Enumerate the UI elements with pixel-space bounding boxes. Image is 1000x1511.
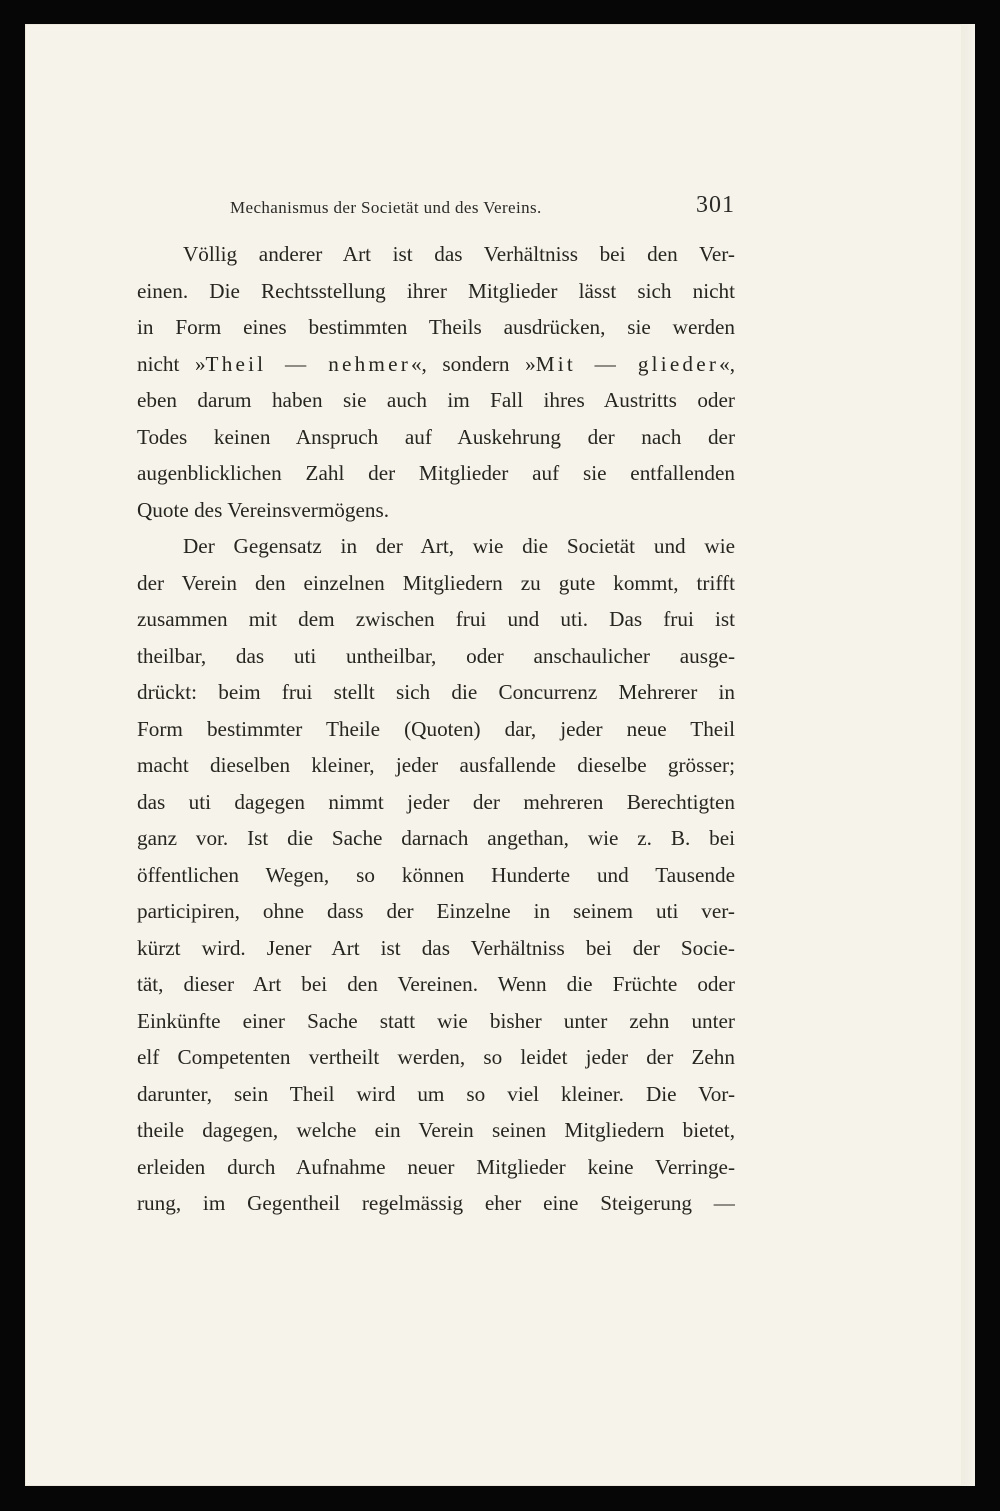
text-line: zusammen mit dem zwischen frui und uti. Das frui ist [137,607,735,631]
text-line [137,346,735,383]
page-edge [961,24,975,1486]
text-line: erleiden durch Aufnahme neuer Mitglieder keine Verringe- [137,1154,735,1179]
text-line: participiren, ohne dass der Einzelne in seinem uti ver- [137,899,735,923]
text-line: Einkünfte einer Sache statt wie bisher unter zehn unter [137,1008,735,1033]
spaced-term: Theil — nehmer [205,351,411,376]
text-fragment: «, sondern » [410,351,536,376]
text-line: Quote des Vereinsvermögens. [137,497,390,522]
text-line: macht dieselben kleiner, jeder ausfallende dieselbe grösser; [137,753,735,777]
text-line: rung, im Gegentheil regelmässig eher eine Steigerung — [137,1191,735,1215]
text-line: Todes keinen Anspruch auf Auskehrung der nach der [137,424,735,449]
text-line: theilbar, das uti untheilbar, oder anschaulicher ausge- [137,643,735,668]
running-head-title: Mechanismus der Societät und des Vereins. [230,198,542,217]
text-fragment: nicht » [137,351,206,376]
spaced-term: Mit — glieder [535,351,720,376]
text-line: der Verein den einzelnen Mitgliedern zu gute kommt, trifft [137,570,735,595]
running-head [230,192,735,222]
text-line: eben darum haben sie auch im Fall ihres Austritts oder [137,388,735,412]
text-line: elf Competenten vertheilt werden, so leidet jeder der Zehn [137,1045,735,1069]
text-line: drückt: beim frui stellt sich die Concurrenz Mehrerer in [137,680,735,704]
text-line: öffentlichen Wegen, so können Hunderte und Tausende [137,862,735,887]
text-line: theile dagegen, welche ein Verein seinen Mitgliedern bietet, [137,1118,735,1142]
text-line: tät, dieser Art bei den Vereinen. Wenn die Früchte oder [137,972,735,996]
page-number: 301 [696,192,735,218]
text-line: Form bestimmter Theile (Quoten) dar, jeder neue Theil [137,716,735,741]
text-line: Der Gegensatz in der Art, wie die Societät und wie [183,534,735,558]
text-line: in Form eines bestimmten Theils ausdrücken, sie werden [137,315,735,339]
text-line: kürzt wird. Jener Art ist das Verhältniss bei der Socie- [137,935,735,960]
text-line: augenblicklichen Zahl der Mitglieder auf sie entfallenden [137,461,735,485]
text-line: das uti dagegen nimmt jeder der mehreren Berechtigten [137,789,735,814]
body-text [137,236,735,1222]
text-line: ganz vor. Ist die Sache darnach angethan, wie z. B. bei [137,826,735,850]
text-fragment: «, [719,351,735,376]
text-line: darunter, sein Theil wird um so viel kleiner. Die Vor- [137,1081,735,1106]
text-line: Völlig anderer Art ist das Verhältniss bei den Ver- [183,242,735,266]
book-page [25,24,975,1486]
text-line: einen. Die Rechtsstellung ihrer Mitglieder lässt sich nicht [137,278,735,303]
